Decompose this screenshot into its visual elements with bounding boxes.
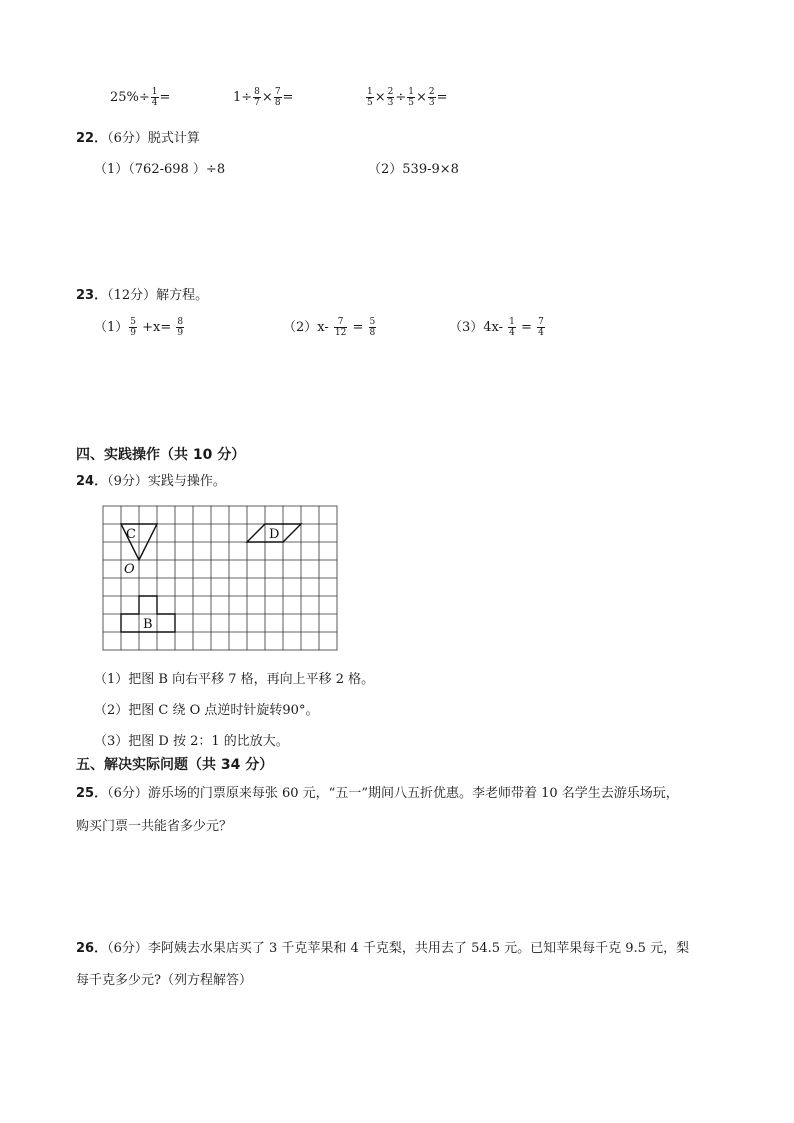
q21-expr-3 — [365, 87, 448, 108]
q24-item-2: （2）把图 C 绕 O 点逆时针旋转90°。 — [94, 703, 319, 718]
fraction: $\frac{1}{5}$ — [408, 87, 415, 108]
q21-expr-1 — [110, 87, 170, 108]
q21-expr-2 — [233, 87, 293, 108]
operator: × — [261, 90, 273, 105]
question-number: 24． — [76, 474, 108, 489]
label-b: B — [143, 617, 153, 632]
q26-line-2: 每千克多少元?（列方程解答） — [76, 973, 252, 988]
q22-part-2: （2）539-9×8 — [368, 162, 459, 177]
q23-part-2 — [283, 316, 377, 338]
label-c: C — [126, 527, 136, 542]
q23-part-1 — [94, 316, 185, 338]
q22-part-1: （1）（762-698 ）÷8 — [94, 162, 226, 177]
part-label: （1） — [94, 320, 129, 335]
grid-figure — [102, 505, 339, 652]
fraction: $\frac{7}{4}$ — [538, 317, 544, 338]
section-5-title: 五、解决实际问题（共 34 分） — [76, 757, 274, 773]
label-d: D — [269, 527, 280, 542]
fraction: $\frac{2}{3}$ — [428, 87, 435, 108]
equation-text: = — [348, 320, 368, 335]
question-number: 23． — [76, 288, 108, 303]
question-number: 25． — [76, 786, 108, 801]
section-4-title: 四、实践操作（共 10 分） — [76, 447, 246, 463]
q26-line-1 — [76, 937, 689, 956]
q24-item-1: （1）把图 B 向右平移 7 格，再向上平移 2 格。 — [94, 672, 375, 687]
question-number: 22． — [76, 131, 108, 146]
operator: × — [416, 90, 427, 105]
equals: = — [282, 90, 294, 105]
q21-expr1-text: 25%÷ — [110, 90, 150, 105]
part-label: （2）x- — [283, 320, 333, 335]
operator: ÷ — [395, 90, 407, 105]
fraction: $\frac{2}{3}$ — [387, 87, 394, 108]
q25-line-2: 购买门票一共能省多少元？ — [76, 819, 233, 834]
fraction: $\frac{1}{4}$ — [509, 317, 515, 338]
q23-part-3 — [449, 316, 546, 338]
q24-item-3: （3）把图 D 按 2：1 的比放大。 — [94, 734, 289, 749]
question-title: （12分）解方程。 — [107, 288, 209, 303]
q24-heading — [76, 470, 226, 489]
part-label: （3）4x- — [449, 320, 508, 335]
fraction: $\frac{7}{12}$ — [334, 317, 347, 338]
q25-line-1 — [76, 782, 679, 801]
fraction: $\frac{1}{4}$ — [151, 87, 158, 108]
equals: = — [436, 90, 448, 105]
fraction: $\frac{8}{7}$ — [254, 87, 260, 108]
question-text: （6分）李阿姨去水果店买了 3 千克苹果和 4 千克梨，共用去了 54.5 元。已知苹果每千克 9.5 元，梨 — [107, 941, 690, 956]
equals: = — [159, 90, 171, 105]
fraction: $\frac{8}{9}$ — [177, 317, 184, 338]
question-title: （6分）脱式计算 — [107, 131, 200, 146]
q21-expr2-text: 1÷ — [233, 90, 253, 105]
equation-text: +x= — [138, 320, 176, 335]
q22-heading — [76, 127, 200, 146]
fraction: $\frac{5}{8}$ — [369, 317, 376, 338]
fraction: $\frac{5}{9}$ — [130, 317, 137, 338]
question-title: （9分）实践与操作。 — [107, 474, 226, 489]
label-o: O — [124, 562, 135, 577]
operator: × — [374, 90, 386, 105]
fraction: $\frac{1}{5}$ — [367, 87, 373, 108]
fraction: $\frac{7}{8}$ — [274, 87, 281, 108]
equation-text: = — [516, 320, 537, 335]
q23-heading — [76, 284, 208, 303]
grid-lines — [103, 506, 337, 650]
question-number: 26． — [76, 941, 108, 956]
question-text: （6分）游乐场的门票原来每张 60 元，“五一”期间八五折优惠。李老师带着 10 名学生去游乐场玩， — [107, 786, 679, 801]
